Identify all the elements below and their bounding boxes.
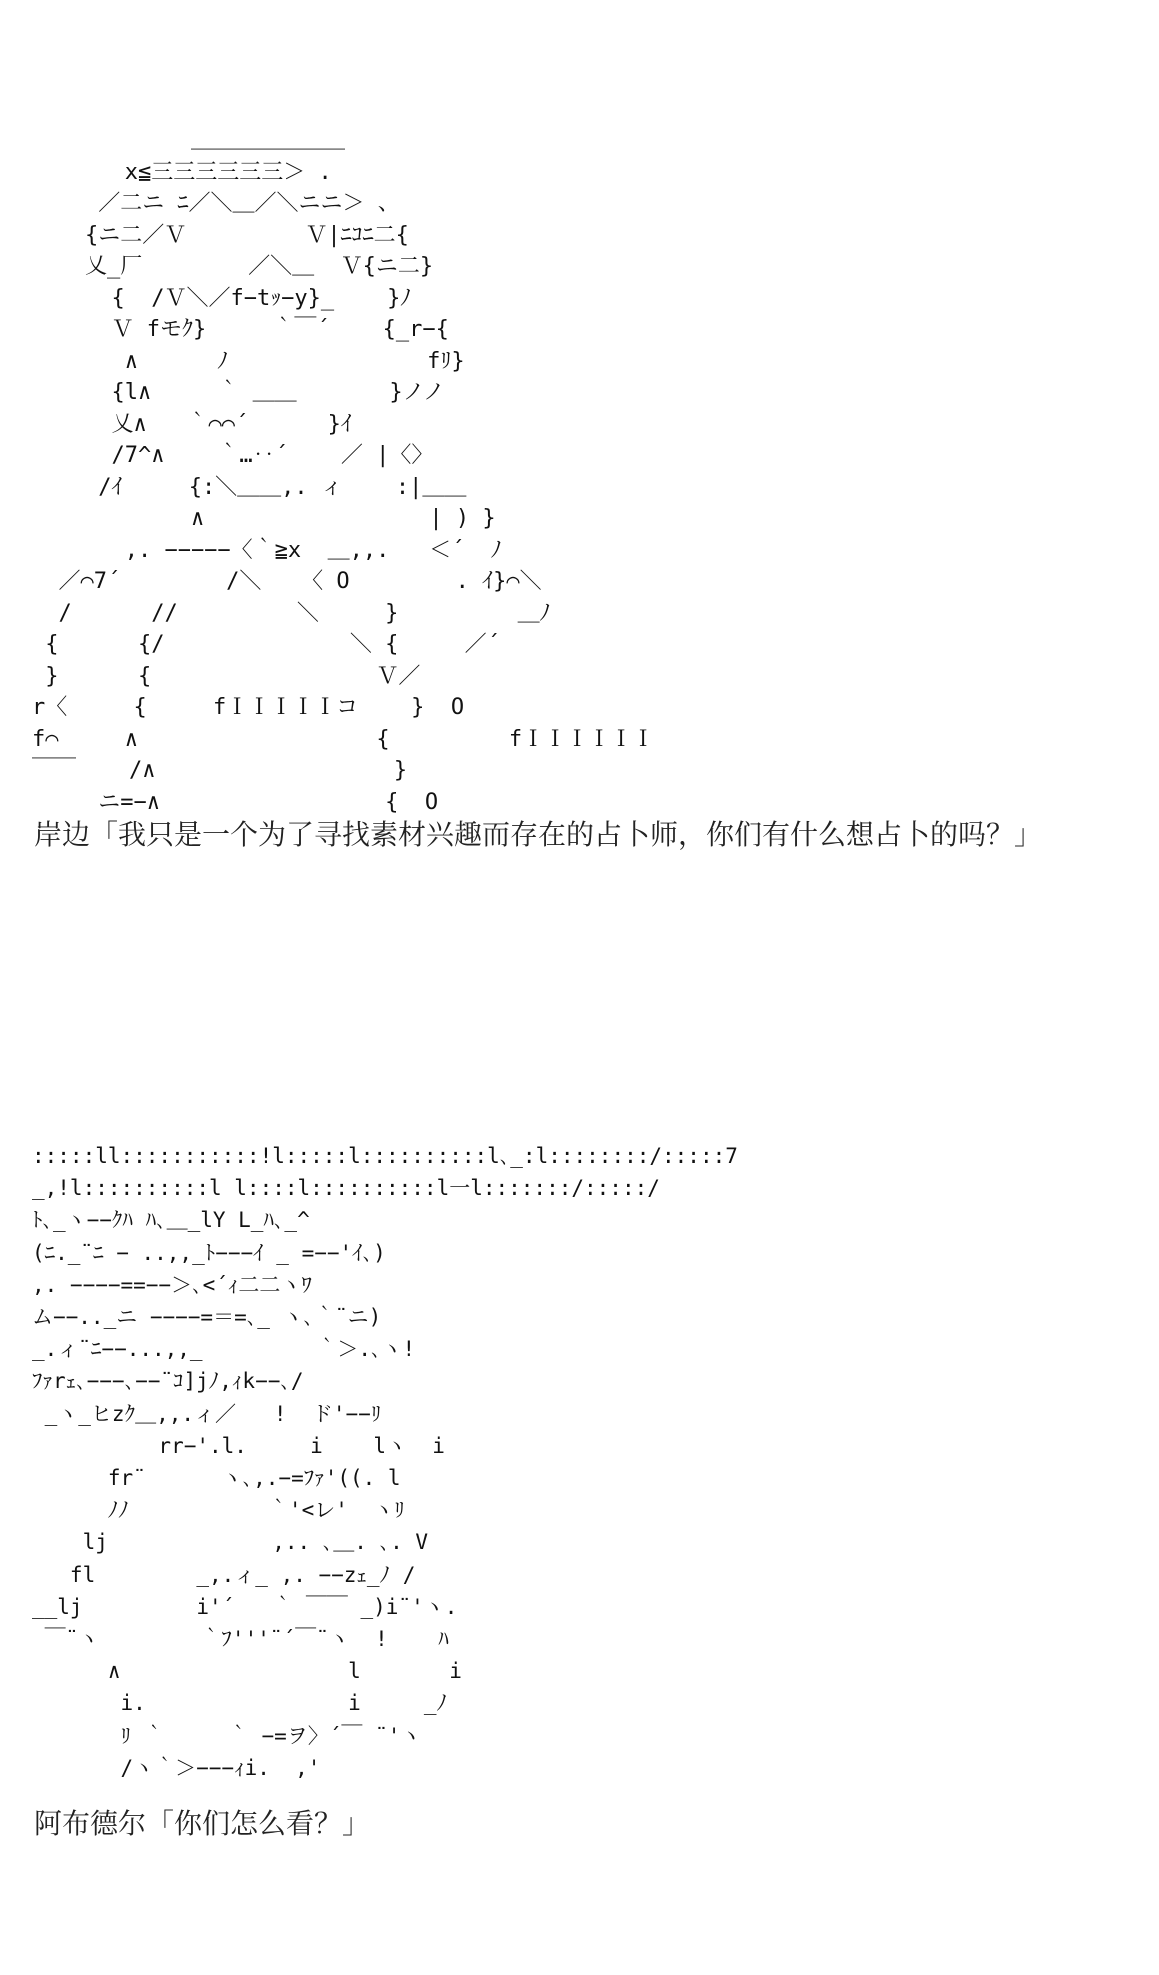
ascii-art-line: {l∧ ｀ ＿＿ }ノノ <box>32 380 445 405</box>
ascii-art-line: ／⌒7´ /＼ 〈 O . ｲ}⌒＼ <box>32 569 542 594</box>
ascii-art-line: ﾄ､_ヽ−−ｸﾊ ﾊ､＿_lY L_ﾊ､_^ <box>32 1208 310 1233</box>
ascii-art-line: } { Ｖ／ <box>32 663 421 689</box>
ascii-art-line: _.ィ¨ﾆ−−...,,_ ｀＞.､ヽ! <box>32 1337 416 1362</box>
ascii-art-line: __lj i'´ ｀ ￣￣ _)i¨'ヽ. <box>32 1594 458 1619</box>
ascii-art-line: ﾉﾉ ｀'<レ' ヽﾘ <box>32 1498 405 1523</box>
ascii-art-line: 乂∧ ｀⌒⌒´ }ｲ <box>32 411 352 437</box>
ascii-art-line: ,. −−−−==−−＞､<´ｨ二二ヽﾜ <box>32 1272 312 1297</box>
ascii-art-kishibe <box>32 125 654 818</box>
ascii-art-line: _ヽ_ヒzｸ＿,,.ィ／ ! ド'−−ﾘ <box>32 1401 382 1426</box>
ascii-art-line: rr−'.l. i lヽ i <box>32 1433 445 1458</box>
ascii-art-line: ＿＿＿＿＿＿＿ <box>32 128 345 153</box>
ascii-art-line: 乂_厂 ／＼＿ Ｖ{ニ二} <box>32 254 434 279</box>
ascii-art-line: ∧ | ) } <box>32 506 496 531</box>
ascii-art-line: (ﾆ._¨ﾆ − ..,,_ﾄ−−−ｲ _ =−−'ｲ､) <box>32 1240 386 1265</box>
ascii-art-line: lj ,.. ､＿. ､. V <box>32 1530 429 1555</box>
ascii-art-line: { /Ｖ＼／f−tｯ−y}_ }ﾉ <box>32 285 412 311</box>
ascii-art-line: i. i _ﾉ <box>32 1691 448 1716</box>
ascii-art-line: ∧ l i <box>32 1659 462 1684</box>
ascii-art-line: { {/ ＼ { ／´ <box>32 632 500 657</box>
ascii-art-line: / // ＼ } ＿ﾉ <box>32 600 551 626</box>
ascii-art-line: r〈 { fＩＩＩＩＩコ } O <box>32 695 465 720</box>
ascii-art-line: ,. −−−−−〈｀≧x ＿,,. ＜´ ﾉ <box>32 537 502 563</box>
ascii-art-line: :::::ll:::::::::::!l:::::l::::::::::l､_:l::::::::/:::::7 <box>32 1144 738 1168</box>
ascii-art-line: ﾌｧrｪ､−−−､−−¨ｺ]jﾉ,ｨk−−､/ <box>32 1369 304 1394</box>
ascii-art-line: /7^∧ ｀…‥´ ／ |〈〉 <box>32 443 434 468</box>
ascii-art-line: /ｲ {:＼＿＿,. ィ :|＿＿ <box>32 474 467 500</box>
ascii-art-line: fl _,.ィ_ ,. −−zｪ_ﾉ / <box>32 1562 416 1587</box>
ascii-art-line: ￣¨ヽ ｀ﾌ'''¨´￣¨ヽ ! ﾊ <box>32 1627 449 1652</box>
ascii-art-line: ￣￣ /∧ } <box>32 758 408 783</box>
ascii-art-line: /ヽ｀＞−−−ｨi. ,' <box>32 1755 321 1780</box>
ascii-art-line: Ｖ fモｸ} ｀￣´ {_r−{ <box>32 317 449 342</box>
ascii-art-line: ∧ ﾉ fﾘ} <box>32 348 465 374</box>
ascii-art-avdol <box>32 1140 738 1784</box>
ascii-art-line: {ニ二／Ｖ Ｖ|ﾆｺﾆ二{ <box>32 222 409 248</box>
ascii-art-line: ム−−.._ニ −−−−=＝=､_ ヽ､｀¨ニ) <box>32 1305 382 1330</box>
ascii-art-line: _,!l::::::::::l l::::l::::::::::l一l:::::::/:::::/ <box>32 1176 660 1201</box>
ascii-art-line: fr¨ ヽ､,.−=ﾌｧ'((. l <box>32 1466 401 1491</box>
dialogue-avdol: 阿布德尔「你们怎么看？」 <box>34 1808 371 1839</box>
ascii-art-line: ニ=−∧ { O <box>32 789 439 815</box>
ascii-art-line: x≦三三三三三三＞ . <box>32 159 332 185</box>
ascii-art-line: ／二ニ ﾆ／＼＿／＼ニニ＞ 、 <box>32 191 400 216</box>
ascii-art-line: f⌒ ∧ { fＩＩＩＩＩＩ <box>32 726 655 752</box>
dialogue-kishibe: 岸边「我只是一个为了寻找素材兴趣而存在的占卜师，你们有什么想占卜的吗？」 <box>34 819 1043 850</box>
ascii-art-line: ﾘ ｀ ｀ −=ヲ〉´￣ ¨'ヽ <box>32 1723 422 1748</box>
